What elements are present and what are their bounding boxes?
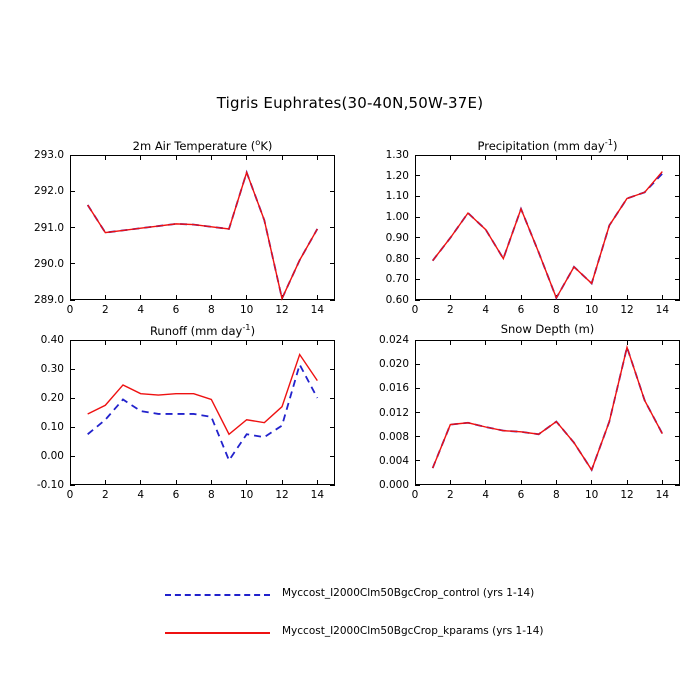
series-layer: [415, 340, 680, 485]
page-title: Tigris Euphrates(30-40N,50W-37E): [216, 94, 484, 112]
x-tick-label: 6: [517, 304, 525, 316]
x-tick-label: 0: [411, 304, 419, 316]
panel-title-runoff: Runoff (mm day$^{-1}$): [149, 322, 256, 338]
y-tick-label: 0.60: [385, 294, 409, 306]
legend-swatch-control: [165, 594, 270, 596]
legend: [0, 585, 700, 645]
y-tick-label: 0.30: [40, 363, 64, 375]
series-layer: [70, 155, 335, 300]
series-line: [433, 347, 663, 470]
x-tick-label: 2: [101, 489, 109, 501]
x-tick-label: 8: [552, 489, 560, 501]
y-tick-label: 1.20: [385, 169, 409, 182]
x-tick-label: 10: [584, 304, 599, 316]
x-tick-label: 14: [655, 489, 670, 501]
x-tick-label: 8: [552, 304, 560, 316]
series-line: [433, 172, 663, 298]
x-tick-label: 14: [310, 489, 325, 501]
y-tick-label: 1.00: [385, 211, 409, 224]
y-tick-label: 292.0: [33, 185, 64, 198]
x-tick-label: 4: [137, 304, 144, 316]
y-tick-label: 293.0: [33, 149, 64, 161]
x-tick-label: 6: [172, 304, 180, 316]
x-tick-label: 4: [137, 489, 144, 501]
x-tick-label: 12: [275, 489, 289, 501]
panel-snow-depth: [378, 322, 680, 501]
y-tick-label: 0.00: [40, 450, 64, 462]
y-tick-label: 290.0: [33, 257, 64, 270]
legend-label-kparams: Myccost_I2000Clm50BgcCrop_kparams (yrs 1-14): [282, 625, 544, 637]
series-layer: [70, 340, 335, 485]
x-tick-label: 0: [66, 304, 74, 316]
x-tick-label: 10: [584, 489, 599, 501]
y-tick-label: 0.016: [378, 382, 409, 395]
x-tick-label: 0: [411, 489, 419, 501]
x-tick-label: 6: [172, 489, 180, 501]
y-tick-label: 0.004: [378, 454, 409, 467]
x-tick-label: 8: [207, 304, 215, 316]
x-tick-label: 2: [446, 489, 454, 501]
x-tick-label: 4: [482, 489, 489, 501]
y-tick-label: 0.70: [385, 273, 409, 286]
x-tick-label: 8: [207, 489, 215, 501]
series-line: [88, 355, 318, 435]
x-tick-label: 12: [620, 489, 634, 501]
panel-air-temperature: [33, 137, 335, 316]
y-tick-label: 0.000: [378, 479, 409, 491]
panel-title-precipitation: Precipitation (mm day$^{-1}$): [477, 137, 618, 153]
legend-entry-kparams: [0, 623, 700, 643]
panel-runoff: [36, 322, 335, 501]
y-tick-label: 0.008: [378, 430, 409, 443]
x-tick-label: 14: [310, 304, 325, 316]
panel-title-snow-depth: Snow Depth (m): [500, 322, 595, 336]
panel-precipitation: [385, 137, 680, 316]
y-tick-label: 0.20: [40, 392, 64, 404]
panel-title-air-temperature: 2m Air Temperature ($^o$K): [132, 137, 273, 153]
legend-swatch-kparams: [165, 632, 270, 634]
series-line: [88, 172, 318, 298]
x-tick-label: 4: [482, 304, 489, 316]
y-tick-label: 0.020: [378, 358, 409, 371]
y-tick-label: -0.10: [36, 479, 64, 491]
x-tick-label: 2: [446, 304, 454, 316]
y-tick-label: 0.024: [378, 334, 409, 346]
y-tick-label: 0.90: [385, 231, 409, 244]
x-tick-label: 0: [66, 489, 74, 501]
x-tick-label: 12: [275, 304, 289, 316]
y-tick-label: 289.0: [33, 294, 64, 306]
x-tick-label: 14: [655, 304, 670, 316]
y-tick-label: 1.30: [385, 149, 409, 161]
x-tick-label: 10: [239, 489, 254, 501]
series-line: [88, 365, 318, 461]
x-tick-label: 6: [517, 489, 525, 501]
series-layer: [415, 155, 680, 300]
y-tick-label: 0.80: [385, 252, 409, 265]
legend-entry-control: [0, 585, 700, 605]
x-tick-label: 2: [101, 304, 109, 316]
y-tick-label: 0.40: [40, 334, 64, 346]
y-tick-label: 0.10: [40, 421, 64, 433]
x-tick-label: 10: [239, 304, 254, 316]
legend-label-control: Myccost_I2000Clm50BgcCrop_control (yrs 1-14): [282, 587, 535, 599]
y-tick-label: 0.012: [378, 406, 409, 419]
series-line: [88, 172, 318, 298]
y-tick-label: 291.0: [33, 221, 64, 234]
x-tick-label: 12: [620, 304, 634, 316]
series-line: [433, 174, 663, 298]
series-line: [433, 347, 663, 470]
y-tick-label: 1.10: [385, 190, 409, 203]
